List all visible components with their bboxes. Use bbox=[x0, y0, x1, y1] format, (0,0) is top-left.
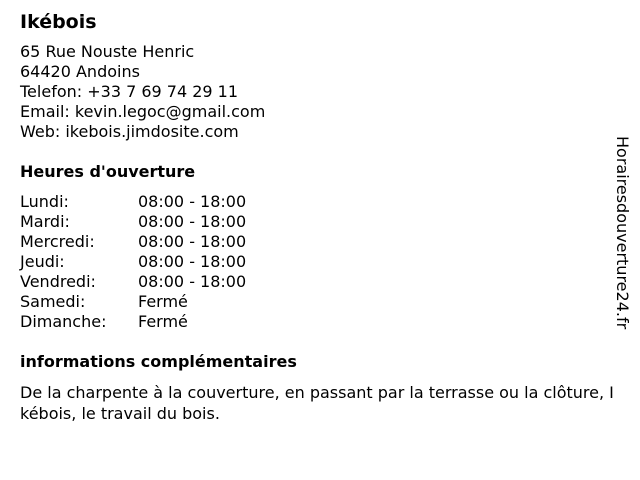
time-value: 08:00 - 18:00 bbox=[138, 232, 247, 251]
day-label: Mercredi: bbox=[20, 232, 95, 251]
info-description: De la charpente à la couverture, en passant par la terrasse ou la clôture, Ikébois, le travail du bois. bbox=[20, 383, 614, 423]
hours-row-thursday bbox=[20, 252, 620, 272]
day-label: Lundi: bbox=[20, 192, 69, 211]
time-value: 08:00 - 18:00 bbox=[138, 252, 247, 271]
web-text: Web: ikebois.jimdosite.com bbox=[20, 122, 239, 141]
business-name: Ikébois bbox=[20, 11, 97, 33]
time-value: 08:00 - 18:00 bbox=[138, 272, 247, 291]
hours-row-saturday bbox=[20, 292, 620, 312]
address-street: 65 Rue Nouste Henric bbox=[20, 42, 195, 61]
hours-table bbox=[20, 192, 620, 332]
day-label: Samedi: bbox=[20, 292, 86, 311]
hours-row-sunday bbox=[20, 312, 620, 332]
hours-heading: Heures d'ouverture bbox=[20, 162, 196, 181]
day-label: Vendredi: bbox=[20, 272, 96, 291]
info-heading: informations complémentaires bbox=[20, 352, 297, 371]
hours-row-wednesday bbox=[20, 232, 620, 252]
hours-row-monday bbox=[20, 192, 620, 212]
day-label: Dimanche: bbox=[20, 312, 107, 331]
time-value: Fermé bbox=[138, 312, 188, 331]
day-label: Jeudi: bbox=[20, 252, 65, 271]
time-value: Fermé bbox=[138, 292, 188, 311]
day-label: Mardi: bbox=[20, 212, 70, 231]
time-value: 08:00 - 18:00 bbox=[138, 192, 247, 211]
email-text: Email: kevin.legoc@gmail.com bbox=[20, 102, 266, 121]
watermark-text: Horairesdouverture24.fr bbox=[613, 136, 632, 330]
address-city: 64420 Andoins bbox=[20, 62, 140, 81]
business-card bbox=[20, 10, 620, 424]
hours-row-friday bbox=[20, 272, 620, 292]
phone-text: Telefon: +33 7 69 74 29 11 bbox=[20, 82, 239, 101]
hours-row-tuesday bbox=[20, 212, 620, 232]
time-value: 08:00 - 18:00 bbox=[138, 212, 247, 231]
